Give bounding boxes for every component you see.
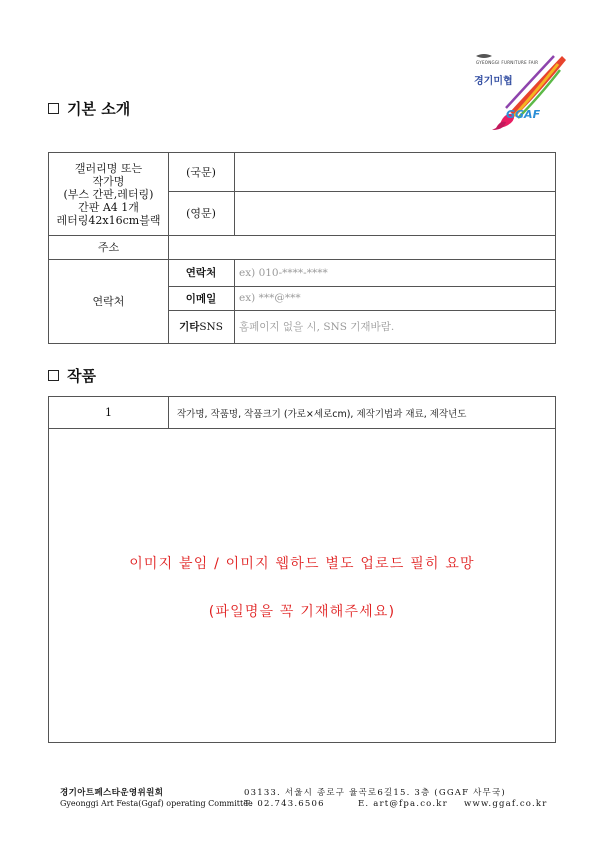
image-notice-line1: 이미지 붙임 / 이미지 웹하드 별도 업로드 필히 요망 [129, 556, 475, 572]
english-name-field[interactable] [235, 192, 553, 234]
address-label: 주소 [97, 240, 120, 254]
basic-info-table [48, 152, 556, 344]
section-basic-intro-heading [48, 98, 130, 119]
footer-phone: T. 02.743.6506 [244, 799, 325, 809]
address-field[interactable] [169, 236, 553, 258]
email-field[interactable]: ex) ***@*** [239, 292, 301, 304]
artwork-table [48, 396, 556, 743]
section-title: 기본 소개 [67, 100, 131, 118]
ggaf-logo [470, 50, 570, 132]
logo-korean-text: 경기미협 [474, 76, 513, 87]
gallery-label-line: (부스 간판,레터링) [63, 187, 154, 201]
footer-org-korean: 경기아트페스타운영위원회 [60, 788, 164, 798]
korean-name-field[interactable] [235, 154, 553, 190]
artwork-info-header: 작가명, 작품명, 작품크기 (가로×세로cm), 제작기법과 재료, 제작년도 [177, 408, 467, 420]
gallery-label-line: 작가명 [92, 174, 125, 188]
artwork-number: 1 [105, 406, 112, 419]
gallery-name-label [49, 153, 168, 235]
gallery-label-line: 레터링42x16cm블랙 [56, 213, 161, 227]
footer-org-english: Gyeonggi Art Festa(Ggaf) operating Committee [60, 799, 253, 808]
korean-name-label: (국문) [186, 165, 216, 179]
logo-english-text: GGAF [506, 108, 541, 121]
section-title: 작품 [67, 367, 96, 385]
logo-tiny-text: GYEONGGI FURNITURE FAIR [476, 60, 539, 65]
footer-website[interactable]: www.ggaf.co.kr [464, 799, 548, 809]
email-label: 이메일 [185, 292, 217, 305]
sns-label-bold: 기타 [179, 321, 200, 333]
gallery-label-line: 갤러리명 또는 [74, 161, 143, 175]
english-name-label: (영문) [186, 206, 216, 220]
checkbox-square-icon [48, 103, 59, 114]
sns-label [168, 310, 234, 343]
footer-email[interactable]: E. art@fpa.co.kr [358, 799, 448, 809]
phone-label: 연락처 [185, 267, 217, 279]
footer-address: 03133. 서울시 종로구 율곡로6길15. 3층 (GGAF 사무국) [244, 788, 506, 798]
phone-field[interactable]: ex) 010-****-**** [239, 266, 328, 279]
sns-label-rest: SNS [199, 320, 223, 333]
image-drop-area[interactable] [50, 429, 554, 741]
section-works-heading [48, 365, 96, 386]
gallery-label-line: 간판 A4 1개 [78, 200, 139, 214]
contact-section-label: 연락처 [92, 294, 125, 308]
sns-field[interactable]: 홈페이지 없을 시, SNS 기재바람. [239, 321, 395, 333]
checkbox-square-icon [48, 370, 59, 381]
image-notice-line2: (파일명을 꼭 기재해주세요) [208, 604, 396, 620]
